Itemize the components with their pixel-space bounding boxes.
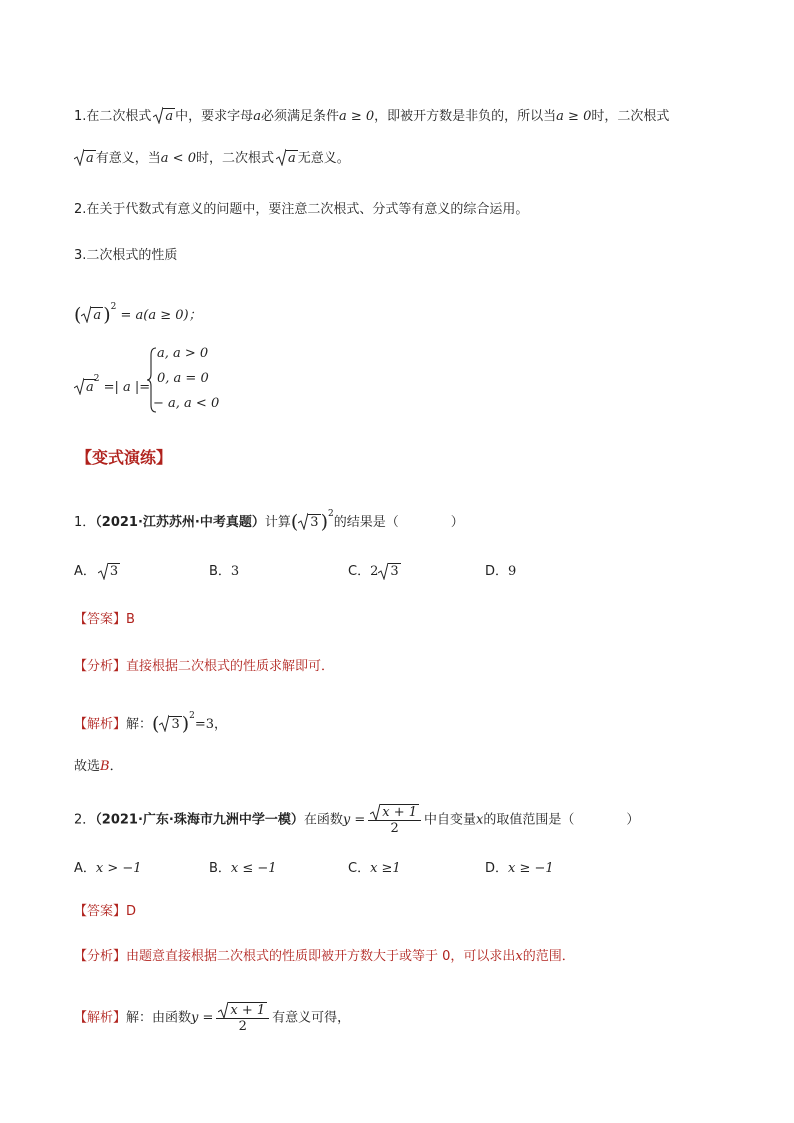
sqrt-3: 3: [298, 513, 320, 533]
note-2: 2.在关于代数式有意义的问题中，要注意二次根式、分式等有意义的综合运用。: [74, 202, 529, 217]
q2-answer: 【答案】D: [74, 904, 137, 919]
sqrt-a: a: [81, 306, 103, 326]
sqrt-a: a: [276, 149, 298, 169]
q1-answer: 【答案】B: [74, 612, 135, 627]
q1-option-b[interactable]: B．3: [209, 564, 240, 579]
q1-option-c[interactable]: C．2 3: [348, 564, 399, 579]
q2-solution: 【解析】解：由函数y = $\frac{x + 1}{2}$ 有意义可得，: [74, 1003, 351, 1034]
sqrt-3: 3: [378, 563, 400, 579]
q2-option-c[interactable]: C．x ≥1: [348, 861, 401, 876]
q1-conclusion: 故选B．: [74, 759, 123, 774]
function-fraction: $\frac{x + 1}{2}$: [216, 1002, 269, 1034]
note-1-line-1: 1.在二次根式 a 中，要求字母a必须满足条件a ≥ 0，即被开方数是非负的，所以当a ≥ 0时，二次根式: [74, 107, 669, 127]
sqrt-a-squared: a: [74, 378, 96, 398]
section-title: 【变式演练】: [76, 448, 173, 467]
piecewise-case-zero: 0, a = 0: [157, 371, 209, 386]
question-2: 2．（2021·广东·珠海市九洲中学一模）在函数y = $\frac{x + 1}{2}$ 中自变量x的取值范围是（ ）: [74, 805, 640, 836]
q2-option-a[interactable]: A．x > −1: [74, 861, 142, 876]
q2-option-b[interactable]: B．x ≤ −1: [209, 861, 277, 876]
formula-root-of-square: $a^2$ =| a |=: [74, 369, 150, 398]
note-1-prefix: 1.在二次根式: [74, 109, 152, 124]
sqrt-a: a: [74, 149, 96, 169]
note-3: 3.二次根式的性质: [74, 248, 178, 263]
note-1-line-2: a 有意义，当a < 0时，二次根式 a 无意义。: [74, 149, 350, 169]
question-2-source: （2021·广东·珠海市九洲中学一模）: [95, 812, 304, 828]
question-1-source: （2021·江苏苏州·中考真题）: [95, 515, 265, 530]
q2-option-d[interactable]: D．x ≥ −1: [485, 861, 554, 876]
q1-option-d[interactable]: D．9: [485, 564, 517, 579]
q1-option-a[interactable]: A． 3: [74, 564, 119, 579]
sqrt-x-plus-1: x + 1: [218, 1002, 267, 1018]
q1-solution: 【解析】解：( 3 )$^2$=3，: [74, 711, 228, 735]
sqrt-a: a: [153, 107, 175, 127]
sqrt-3: 3: [159, 715, 181, 735]
sqrt-3: 3: [98, 563, 120, 579]
question-1: 1．（2021·江苏苏州·中考真题）计算( 3 )$^2$的结果是（ ）: [74, 509, 464, 533]
piecewise-case-negative: − a, a < 0: [153, 396, 220, 411]
q1-analysis: 【分析】直接根据二次根式的性质求解即可．: [74, 659, 335, 674]
function-fraction: $\frac{x + 1}{2}$: [368, 804, 421, 836]
piecewise-case-positive: a, a > 0: [157, 346, 209, 361]
sqrt-x-plus-1: x + 1: [370, 804, 419, 820]
formula-square-of-root: ( a )$^2$ = a(a ≥ 0)；: [74, 302, 202, 326]
q2-analysis: 【分析】由题意直接根据二次根式的性质即被开方数大于或等于 0，可以求出x的范围．: [74, 949, 575, 964]
